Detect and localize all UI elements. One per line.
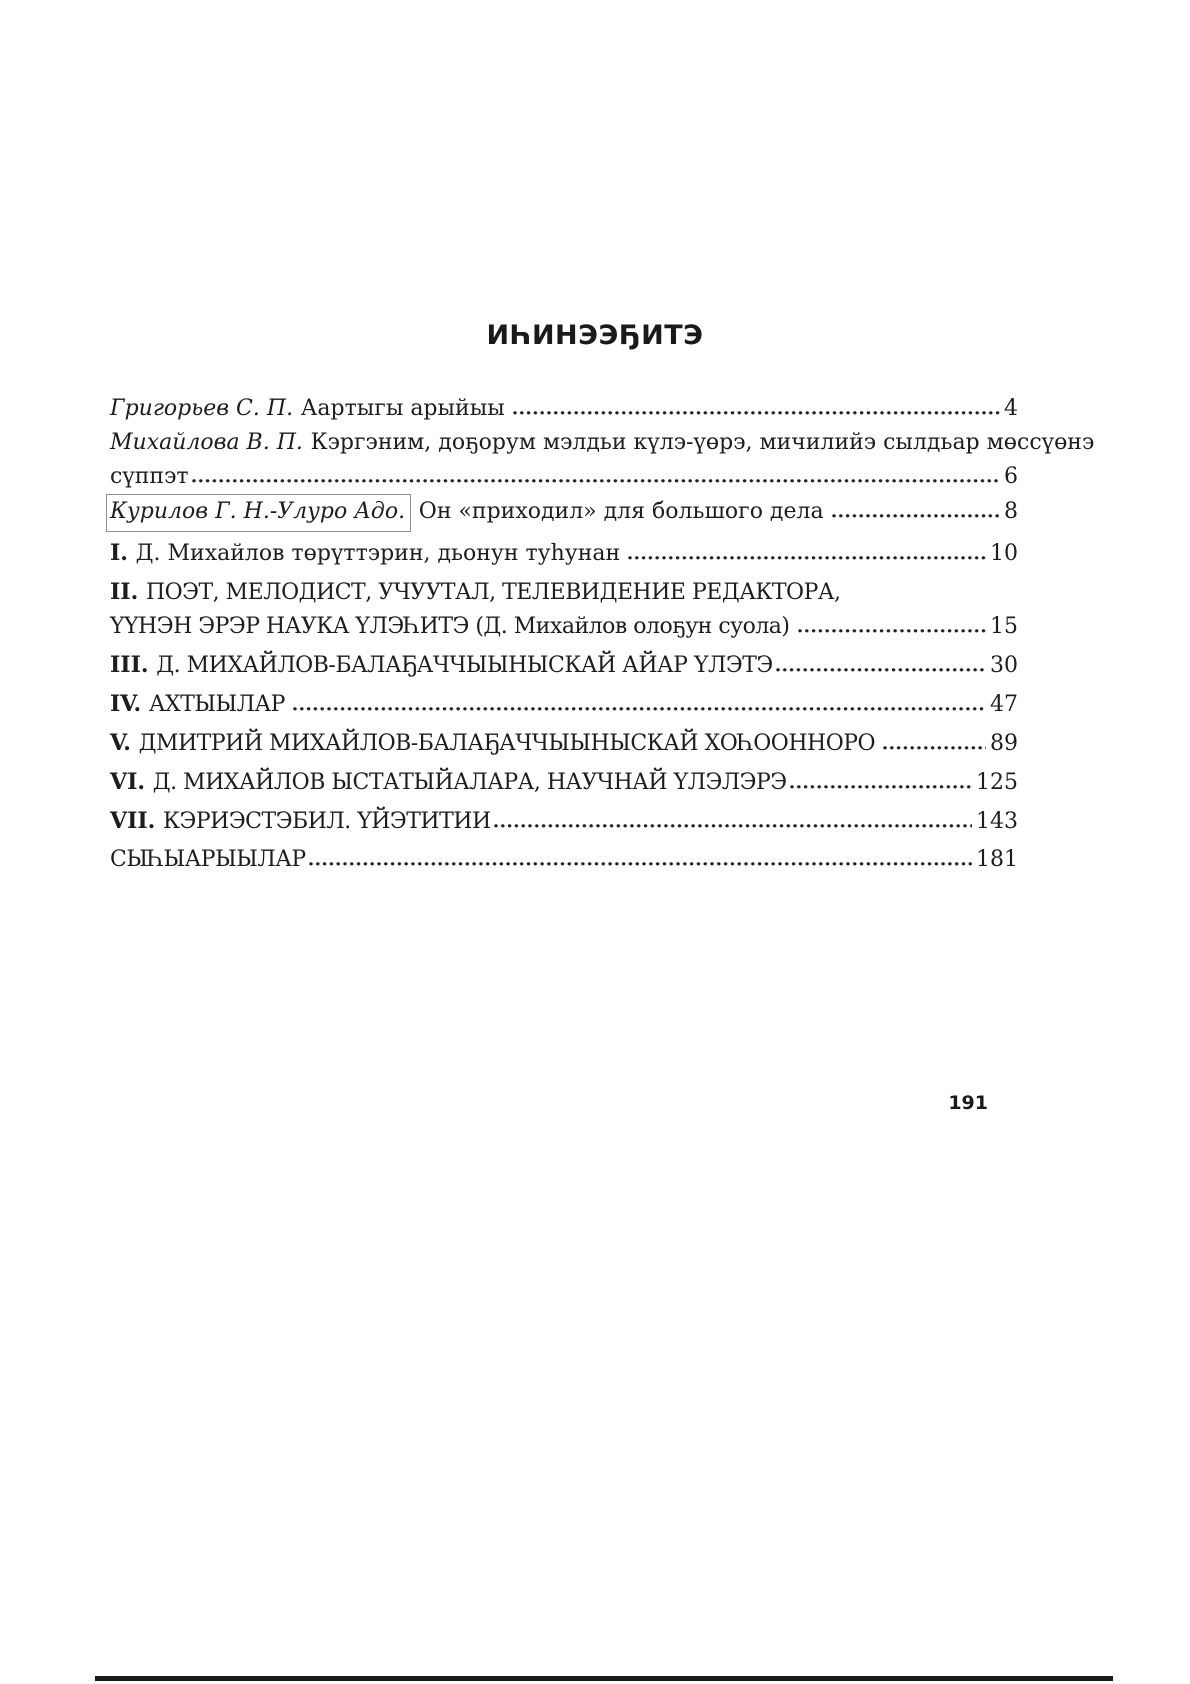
toc-entry-title: ДМИТРИЙ МИХАЙЛОВ-БАЛАҔАЧЧЫЫНЫСКАЙ ХОҺООННОРО xyxy=(138,731,876,756)
page-title: ИҺИНЭЭҔИТЭ xyxy=(486,320,704,351)
dotted-leader xyxy=(307,851,972,866)
toc-entry xyxy=(110,648,1018,683)
toc-entry xyxy=(110,536,1018,571)
toc-entry-page: 143 xyxy=(976,809,1018,834)
toc-entry-page: 15 xyxy=(990,614,1018,639)
dotted-leader xyxy=(492,813,972,828)
toc-entry-number: VII. xyxy=(110,808,156,834)
toc-entry xyxy=(110,426,1095,460)
dotted-leader xyxy=(190,468,1000,483)
toc-entry-title: Кэргэним, доҕорум мэлдьи күлэ-үөрэ, мичилийэ сылдьар мөссүөнэ xyxy=(310,430,1095,455)
toc-entry-author: Михайлова В. П. xyxy=(110,430,303,455)
toc-entry-number: III. xyxy=(110,652,149,678)
toc-entry-number: IV. xyxy=(110,691,142,717)
toc-entry-author: Григорьев С. П. xyxy=(110,396,294,421)
table-of-contents xyxy=(110,392,1095,877)
toc-entry-number: II. xyxy=(110,579,139,605)
toc-entry-title: СЫҺЫАРЫЫЛАР xyxy=(110,847,306,872)
toc-entry-continuation xyxy=(110,460,1018,494)
toc-entry-page: 89 xyxy=(990,731,1018,756)
toc-entry-continuation xyxy=(110,610,1018,644)
toc-entry-title: Он «приходил» для большого дела xyxy=(418,499,824,524)
toc-entry-title: Д. МИХАЙЛОВ-БАЛАҔАЧЧЫЫНЫСКАЙ АЙАР ҮЛЭТЭ xyxy=(156,653,773,678)
dotted-leader xyxy=(511,400,1000,415)
dotted-leader xyxy=(796,618,987,633)
toc-entry-number: I. xyxy=(110,540,128,566)
toc-entry-page: 125 xyxy=(976,770,1018,795)
toc-entry-title: КЭРИЭСТЭБИЛ. ҮЙЭТИТИИ xyxy=(163,809,491,834)
toc-entry xyxy=(110,687,1018,722)
dotted-leader xyxy=(788,774,972,789)
toc-entry-author-highlight-box: Курилов Г. Н.-Улуро Адо. xyxy=(106,494,411,532)
dotted-leader xyxy=(626,545,986,560)
toc-entry-page: 10 xyxy=(990,541,1018,566)
toc-entry-title: АХТЫЫЛАР xyxy=(148,692,285,717)
toc-entry-title: Аартыгы арыйыы xyxy=(300,396,505,421)
footer-page-number: 191 xyxy=(948,1092,988,1114)
toc-entry-page: 47 xyxy=(990,692,1018,717)
toc-entry-page: 4 xyxy=(1004,396,1018,421)
toc-entry-page: 6 xyxy=(1004,464,1018,489)
toc-entry xyxy=(110,843,1018,877)
dotted-leader xyxy=(774,657,986,672)
toc-entry-page: 8 xyxy=(1004,499,1018,524)
toc-entry xyxy=(110,494,1018,532)
toc-entry xyxy=(110,804,1018,839)
toc-entry xyxy=(110,765,1018,800)
toc-entry xyxy=(110,392,1018,426)
toc-entry xyxy=(110,726,1018,761)
scan-edge-artifact xyxy=(95,1676,1113,1681)
toc-entry-title: Д. Михайлов төрүттэрин, дьонун туһунан xyxy=(135,541,621,566)
toc-entry-page: 181 xyxy=(976,847,1018,872)
toc-entry-title: Д. МИХАЙЛОВ ЫСТАТЫЙАЛАРА, НАУЧНАЙ ҮЛЭЛЭРЭ xyxy=(152,770,787,795)
toc-entry-page: 30 xyxy=(990,653,1018,678)
toc-entry-title: ПОЭТ, МЕЛОДИСТ, УЧУУТАЛ, ТЕЛЕВИДЕНИЕ РЕДАКТОРА, xyxy=(145,580,841,605)
toc-entry-number: V. xyxy=(110,730,131,756)
toc-entry-title: ҮҮНЭН ЭРЭР НАУКА ҮЛЭҺИТЭ (Д. Михайлов олоҕун суола) xyxy=(110,614,790,639)
dotted-leader xyxy=(881,735,986,750)
toc-entry xyxy=(110,575,1018,610)
toc-entry-number: VI. xyxy=(110,769,146,795)
dotted-leader xyxy=(291,696,986,711)
dotted-leader xyxy=(830,503,1000,518)
toc-entry-title: сүппэт xyxy=(110,464,189,489)
